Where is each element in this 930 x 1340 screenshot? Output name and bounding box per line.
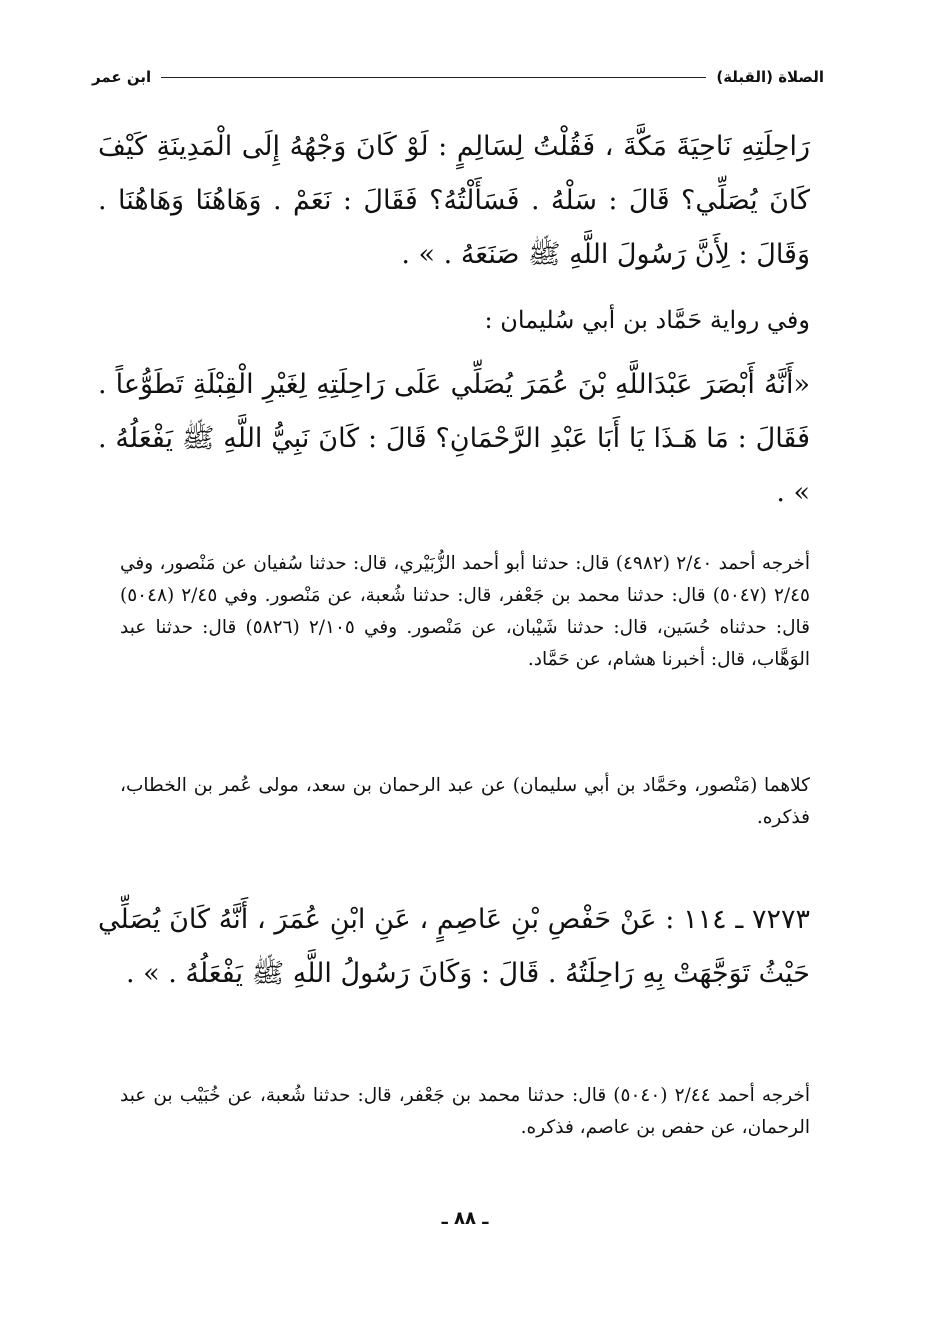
hadith-continued-text: رَاحِلَتِهِ نَاحِيَةَ مَكَّةَ ، فَقُلْتُ لِسَالِمٍ : لَوْ كَانَ وَجْهُهُ إِلَى الْمَدِينَةِ كَيْفَ كَانَ يُصَلِّي؟ قَالَ : سَلْهُ . فَسَأَلْتُهُ؟ فَقَالَ : نَعَمْ . وَهَاهُنَا وَهَاهُنَا . وَقَالَ : لِأَنَّ رَسُولَ اللَّهِ ﷺ صَنَعَهُ . » . bbox=[98, 131, 810, 270]
narration-intro: وفي رواية حَمَّاد بن أبي سُليمان : bbox=[484, 306, 810, 334]
takhrij-note-1: أخرجه أحمد ٢/٤٠ (٤٩٨٢) قال: حدثنا أبو أحمد الزُّبَيْري، قال: حدثنا سُفيان عن مَنْصور، وفي ٢/٤٥ (٥٠٤٧) قال: حدثنا محمد بن جَعْفر، قال: حدثنا شُعبة، عن مَنْصور. وفي ٢/٤٥ (٥٠٤٨) قال: حدثناه حُسَين، قال: حدثنا شَيْبان، عن مَنْصور. وفي ٢/١٠٥ (٥٨٢٦) قال: حدثنا عبد الوَهَّاب، قال: أخبرنا هشام، عن حَمَّاد. bbox=[120, 553, 810, 670]
narration-hadith-text: «أَنَّهُ أَبْصَرَ عَبْدَاللَّهِ بْنَ عُمَرَ يُصَلِّي عَلَى رَاحِلَتِهِ لِغَيْرِ الْقِبْلَةِ تَطَوُّعاً . فَقَالَ : مَا هَـذَا يَا أَبَا عَبْدِ الرَّحْمَانِ؟ قَالَ : كَانَ نَبِيُّ اللَّهِ ﷺ يَفْعَلُهُ . » . bbox=[98, 369, 810, 508]
page-number: ـ ٨٨ ـ bbox=[441, 1208, 489, 1229]
section-author: ابن عمر bbox=[92, 68, 152, 86]
takhrij-note-3: أخرجه أحمد ٢/٤٤ (٥٠٤٠) قال: حدثنا محمد بن جَعْفر، قال: حدثنا شُعبة، عن خُبَيْب بن عبد الرحمان، عن حفص بن عاصم، فذكره. bbox=[120, 1085, 810, 1138]
running-header bbox=[92, 62, 824, 92]
hadith-7273-text: ٧٢٧٣ ـ ١١٤ : عَنْ حَفْصِ بْنِ عَاصِمٍ ، عَنِ ابْنِ عُمَرَ ، أَنَّهُ كَانَ يُصَلِّي حَيْثُ تَوَجَّهَتْ بِهِ رَاحِلَتُهُ . قَالَ : وَكَانَ رَسُولُ اللَّهِ ﷺ يَفْعَلُهُ . » . bbox=[98, 904, 810, 989]
chapter-title: الصلاة (القبلة) bbox=[716, 68, 824, 86]
header-rule bbox=[161, 77, 706, 78]
takhrij-note-2: كلاهما (مَنْصور، وحَمَّاد بن أبي سليمان) عن عبد الرحمان بن سعد، مولى عُمر بن الخطاب، فذكره. bbox=[120, 775, 810, 828]
